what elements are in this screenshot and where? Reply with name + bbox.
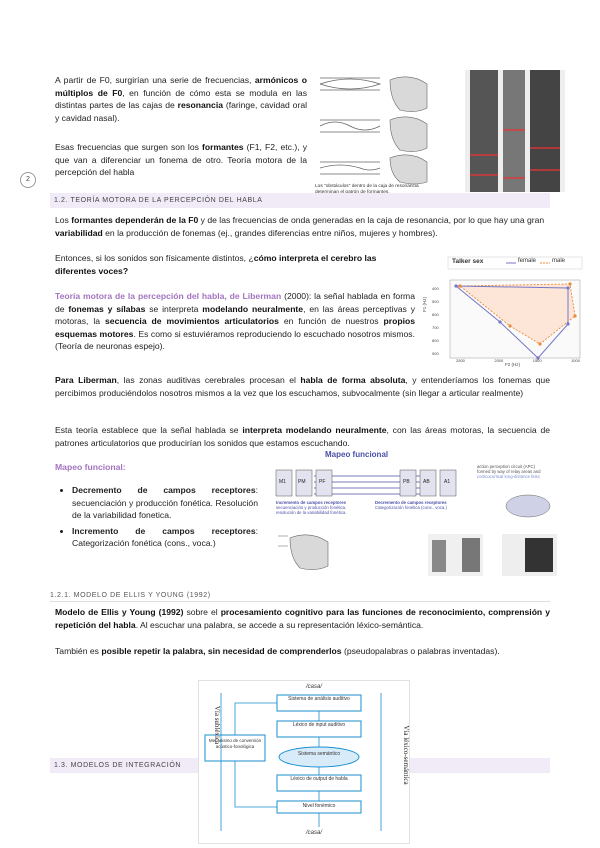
mapeo-heading: Mapeo funcional: (55, 462, 126, 472)
legend-title: Talker sex (452, 258, 484, 265)
diagram-bottom-label: /casa/ (306, 830, 323, 836)
box-pf: PF (319, 479, 326, 485)
section-header-1-2: 1.2. TEORÍA MOTORA DE LA PERCEPCIÓN DEL HABLA (50, 193, 550, 208)
paragraph-liberman: Teoría motora de la percepción del habla, de Liberman (2000): la señal hablada en forma de fonemas y sílabas se interpreta modelando neuralmente, en las áreas perceptivas y motoras, la secuencia de movimientos articulatorios en función de nuestros propios esquemas motores. Es como si estuviéramos reproduciendo lo escuchado nosotros mismos. (Teoría de neuronas espejo). (55, 291, 416, 352)
list-item: • Incremento de campos receptores: Categorización fonética (cons., voca.) (72, 525, 258, 550)
box-m1: M1 (279, 479, 286, 485)
mapeo-list (48, 484, 258, 553)
legend-male: male (552, 258, 566, 264)
paragraph-ellis-young: Modelo de Ellis y Young (1992) sobre el procesamiento cognitivo para las funciones de reconocimiento, comprensión y repetición del habla. Al escuchar una palabra, se accede a su representación léxico-semántica. (55, 607, 550, 630)
y-ticks (432, 282, 439, 360)
via-lexico-semantica-label: Vía léxico-semántica (402, 725, 410, 785)
diagram-box-conversion: Mecanismo de conversión acústico-fonológica (208, 738, 262, 749)
x-tick: 1500 (532, 358, 542, 363)
y-tick: 800 (432, 338, 439, 343)
y-tick: 700 (432, 325, 439, 330)
subsection-1-2-1: 1.2.1. MODELO DE ELLIS Y YOUNG (1992) (50, 592, 211, 599)
diagram-box-lexico-output: Léxico de output de habla (290, 776, 348, 782)
subsection-divider (50, 601, 550, 602)
x-tick: 2000 (494, 358, 504, 363)
paragraph-pregunta: Entonces, si los sonidos son físicamente distintos, ¿cómo interpreta el cerebro las diferentes voces? (55, 253, 377, 276)
y-tick: 900 (432, 351, 439, 356)
y-tick: 400 (432, 286, 439, 291)
mapeo-fig-title: Mapeo funcional (325, 450, 389, 459)
y-axis-label: F1 (Hz) (422, 297, 427, 312)
apc-caption: action perception circuit (APC) formed by way of relay areas and corticocortical long-distance links (477, 464, 541, 480)
diagram-box-fonemico: Nivel fonémico (302, 803, 336, 809)
paragraph-formantes: Esas frecuencias que surgen son los formantes (F1, F2, etc.), y que van a diferenciar un fonema de otro. Teoría motora de la percepción del habla (55, 142, 307, 178)
diagram-box-semantico: Sistema semántico (297, 751, 341, 757)
diagram-box-lexico-input: Léxico de input auditivo (292, 722, 346, 728)
diagram-top-label: /casa/ (306, 684, 323, 690)
y-tick: 600 (432, 312, 439, 317)
x-tick: 2500 (456, 358, 465, 363)
x-axis-label: F2 (Hz) (505, 362, 520, 367)
paragraph-teoria-establece: Esta teoría establece que la señal hablada se interpreta modelando neuralmente, con las áreas motoras, la secuencia de patrones articulatorios que producirían los sonidos que estamos escuchando. (55, 425, 550, 448)
box-pm: PM (298, 479, 306, 485)
paragraph-f0: A partir de F0, surgirían una serie de frecuencias, armónicos o múltiplos de F0, en función de cómo esta se modula en las distintas partes de las cajas de resonancia (faringe, cavidad oral y cavidad nasal). (55, 75, 308, 123)
paragraph-variabilidad: Los formantes dependerán de la F0 y de las frecuencias de onda generadas en la caja de resonancia, por lo que hay una gran variabilidad en la producción de fonemas (ej., grandes diferencias entre niños, mujeres y hombres). (55, 215, 545, 238)
mapeo-funcional-figure (270, 450, 590, 585)
box-a1: A1 (444, 479, 451, 485)
figure-caption: Los "obstáculos" dentro de la caja de resonancia (315, 184, 419, 189)
list-item: • Decremento de campos receptores: secuenciación y producción fonética. Resolución de la variabilidad fonetica. (72, 484, 258, 522)
x-tick: 1000 (571, 358, 580, 363)
legend-female: female (518, 258, 537, 264)
page-number: 2 (20, 172, 36, 188)
x-ticks (456, 358, 580, 363)
caption-left: Incremento de campos receptores secuenciación y producción fonética. resolución de la variabilidad fonética. (276, 500, 347, 516)
box-pb: PB (403, 479, 410, 485)
section-header-1-3: 1.3. MODELOS DE INTEGRACIÓN (50, 758, 550, 773)
y-tick: 500 (432, 299, 439, 304)
box-ab: AB (423, 479, 430, 485)
vocal-tract-figure (315, 70, 565, 192)
diagram-box-analisis: Sistema de análisis auditivo (288, 696, 350, 702)
vowel-formant-chart (420, 254, 585, 369)
via-subléxica-label: Vía subléxica (213, 705, 221, 745)
paragraph-liberman-absoluta: Para Liberman, las zonas auditivas cerebrales procesan el habla de forma absoluta, y entenderíamos los fonemas que percibimos produciéndolos nosotros mismos a la vez que los escuchamos, subvocalmente (sin llegar a articular realmente) (55, 375, 550, 398)
caption-mid: Decremento de campos receptores Categorización fonética (cons., voca.) (375, 500, 447, 511)
ellis-young-diagram (198, 680, 410, 844)
paragraph-repetir: También es posible repetir la palabra, sin necesidad de comprenderlos (pseudopalabras o palabras inventadas). (55, 646, 500, 656)
